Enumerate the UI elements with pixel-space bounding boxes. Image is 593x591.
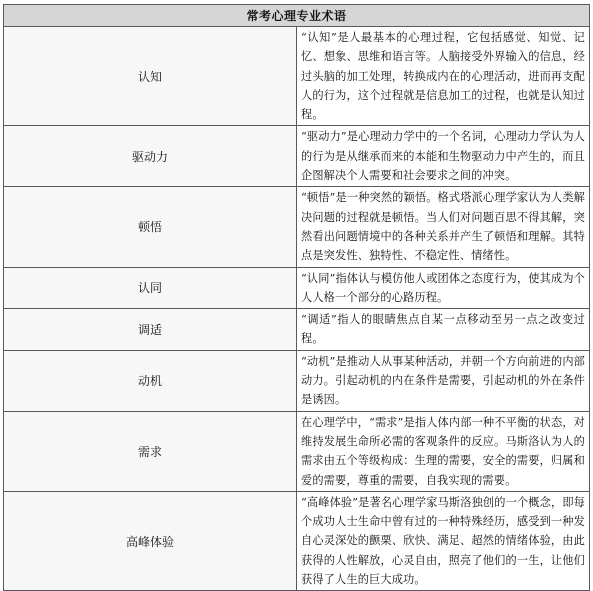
- table-row: [4, 491, 590, 590]
- table-row: [4, 27, 590, 126]
- psychology-terms-table: [3, 4, 590, 591]
- definition-cell: “驱动力”是心理动力学中的一个名词，心理动力学认为人的行为是从继承而来的本能和生物驱动力中产生的，而且企图解决个人需要和社会要求之间的冲突。: [297, 126, 590, 187]
- definition-cell: “顿悟”是一种突然的颖悟。格式塔派心理学家认为人类解决问题的过程就是顿悟。当人们对问题百思不得其解，突然看出问题情境中的各种关系并产生了顿悟和理解。其特点是突发性、独特性、不稳定性、情绪性。: [297, 187, 590, 267]
- table-title: 常考心理专业术语: [4, 5, 590, 27]
- term-cell: 高峰体验: [4, 491, 297, 590]
- table-row: [4, 411, 590, 491]
- table-title-row: [4, 5, 590, 27]
- definition-cell: 在心理学中，“需求”是指人体内部一种不平衡的状态，对维持发展生命所必需的客观条件的反应。马斯洛认为人的需求由五个等级构成：生理的需要，安全的需要，归属和爱的需要，尊重的需要，自我实现的需要。: [297, 411, 590, 491]
- table-row: [4, 309, 590, 351]
- table-row: [4, 187, 590, 267]
- term-cell: 需求: [4, 411, 297, 491]
- definition-cell: “高峰体验”是著名心理学家马斯洛独创的一个概念，即每个成功人士生命中曾有过的一种特殊经历，感受到一种发自心灵深处的颤栗、欣快、满足、超然的情绪体验，由此获得的人性解放，心灵自由，照亮了他们的一生，让他们获得了人生的巨大成功。: [297, 491, 590, 590]
- definition-cell: “认同”指体认与模仿他人或团体之态度行为，使其成为个人人格一个部分的心路历程。: [297, 267, 590, 309]
- term-cell: 动机: [4, 350, 297, 411]
- term-cell: 调适: [4, 309, 297, 351]
- definition-cell: “认知”是人最基本的心理过程，它包括感觉、知觉、记忆、想象、思维和语言等。人脑接受外界输入的信息，经过头脑的加工处理，转换成内在的心理活动，进而再支配人的行为，这个过程就是信息加工的过程，也就是认知过程。: [297, 27, 590, 126]
- table-row: [4, 126, 590, 187]
- table-row: [4, 350, 590, 411]
- table-row: [4, 267, 590, 309]
- definition-cell: “调适”指人的眼睛焦点自某一点移动至另一点之改变过程。: [297, 309, 590, 351]
- term-cell: 顿悟: [4, 187, 297, 267]
- term-cell: 认同: [4, 267, 297, 309]
- definition-cell: “动机”是推动人从事某种活动，并朝一个方向前进的内部动力。引起动机的内在条件是需要，引起动机的外在条件是诱因。: [297, 350, 590, 411]
- term-cell: 认知: [4, 27, 297, 126]
- term-cell: 驱动力: [4, 126, 297, 187]
